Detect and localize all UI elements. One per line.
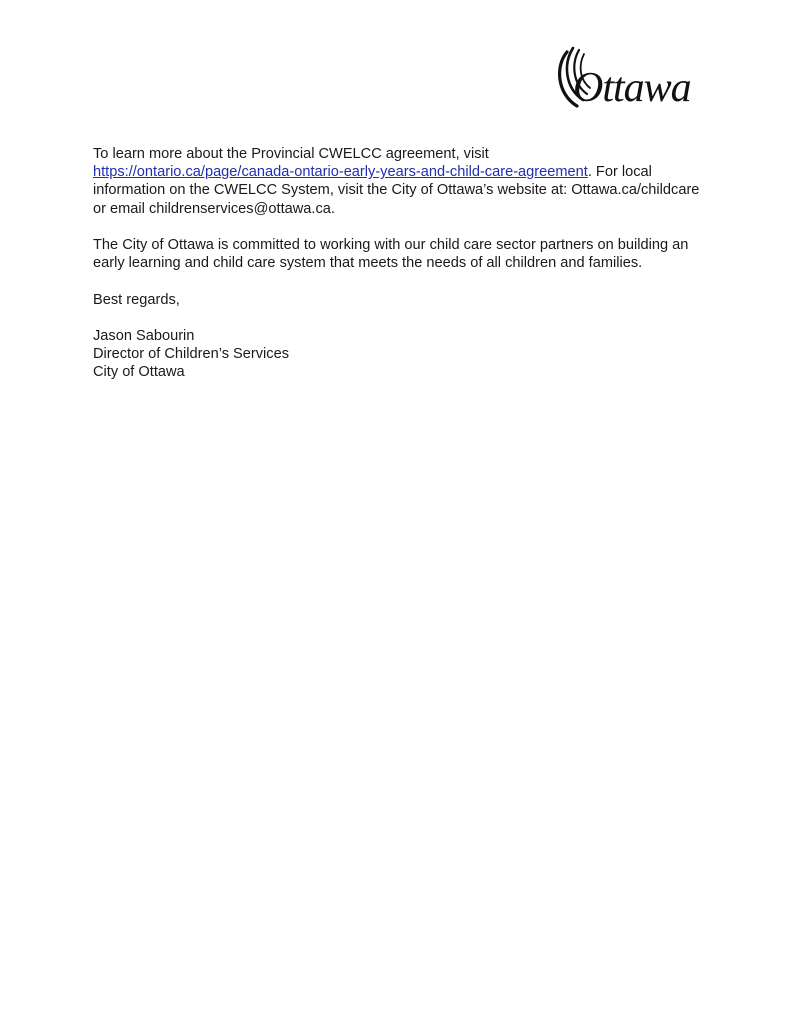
paragraph-cwelcc-info	[93, 145, 713, 218]
ontario-agreement-link[interactable]: https://ontario.ca/page/canada-ontario-early-years-and-child-care-agreement	[93, 164, 588, 181]
closing-line: Best regards,	[93, 291, 180, 308]
paragraph-local-info-text: . For local information on the CWELCC System, visit the City of Ottawa’s website at: Ottawa.ca/childcare or email childrenservices@ottawa.ca.	[93, 164, 700, 217]
signer-organization: City of Ottawa	[93, 364, 185, 381]
signer-name: Jason Sabourin	[93, 327, 195, 344]
paragraph-intro-text: To learn more about the Provincial CWELCC agreement, visit	[93, 146, 489, 162]
letter-body	[93, 145, 713, 400]
signer-title: Director of Children’s Services	[93, 346, 290, 363]
signature-block	[93, 327, 713, 382]
paragraph-commitment: The City of Ottawa is committed to working with our child care sector partners on building an early learning and child care system that meets the needs of all children and families.	[93, 237, 689, 272]
city-of-ottawa-logo	[553, 44, 703, 114]
ottawa-wordmark: Ottawa	[573, 65, 691, 111]
